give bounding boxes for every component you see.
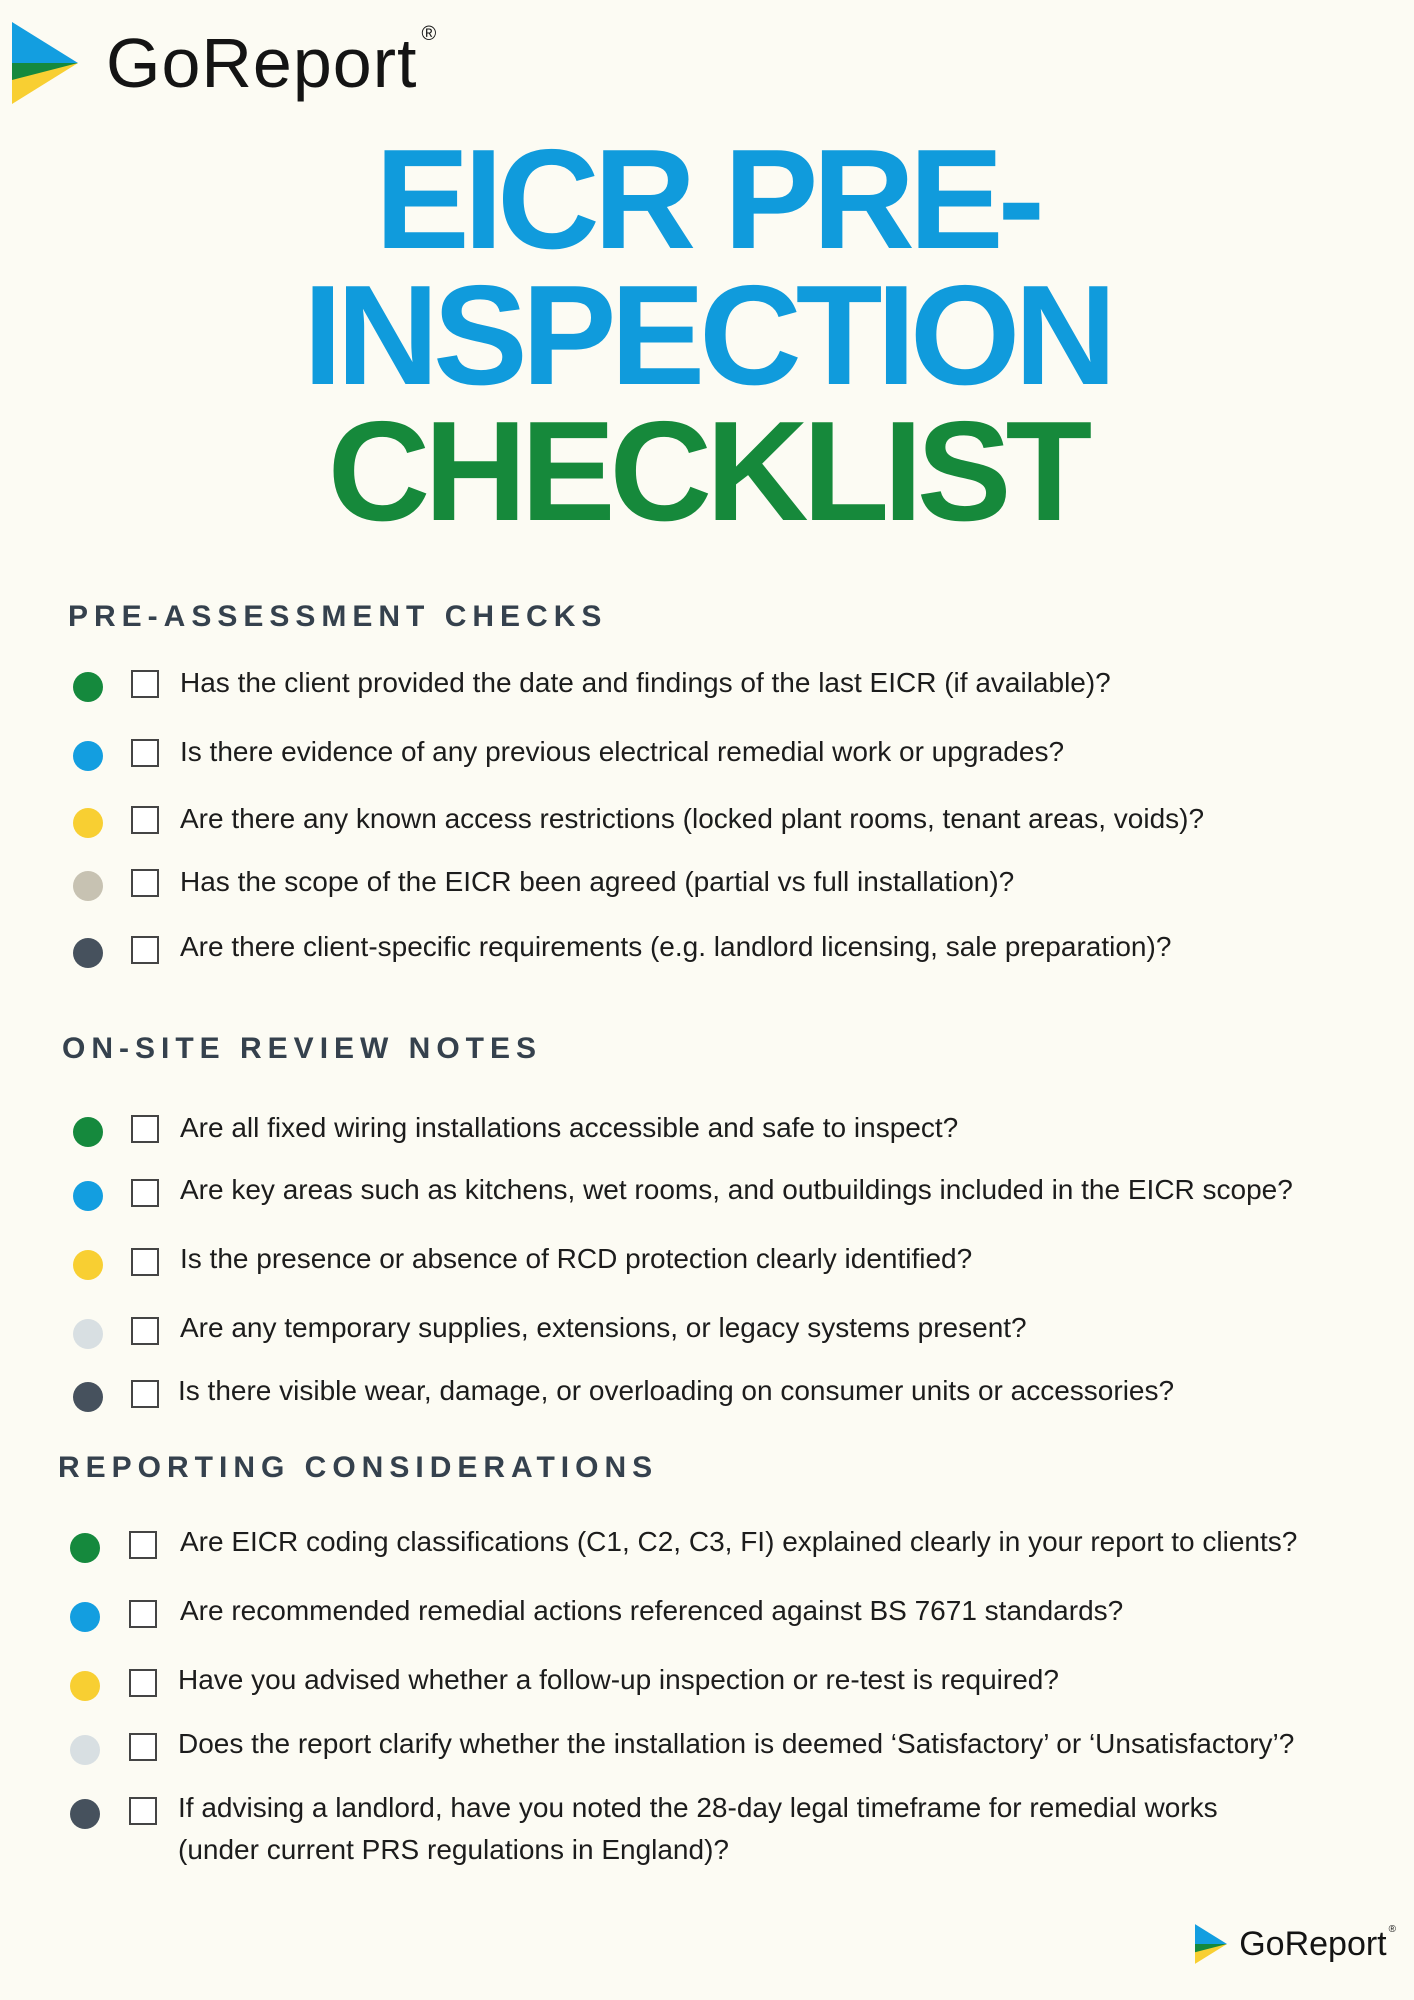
blue-dot-icon — [73, 741, 103, 771]
light-gray-dot-icon — [73, 1319, 103, 1349]
checkbox[interactable] — [131, 1115, 159, 1143]
goreport-logo-icon — [1195, 1924, 1227, 1964]
item-text: Are any temporary supplies, extensions, or legacy systems present? — [180, 1312, 1027, 1343]
checkbox[interactable] — [131, 739, 159, 767]
green-dot-icon — [70, 1533, 100, 1563]
yellow-dot-icon — [70, 1671, 100, 1701]
item-text: Are all fixed wiring installations accessible and safe to inspect? — [180, 1112, 959, 1143]
page-title — [0, 120, 1414, 551]
item-text-continued: (under current PRS regulations in England)? — [178, 1834, 729, 1865]
item-text: Is there evidence of any previous electrical remedial work or upgrades? — [180, 736, 1065, 767]
footer-logo — [1195, 1924, 1396, 1964]
section-heading-reporting: REPORTING CONSIDERATIONS — [58, 1451, 659, 1484]
green-dot-icon — [73, 672, 103, 702]
green-dot-icon — [73, 1117, 103, 1147]
checkbox[interactable] — [131, 1317, 159, 1345]
brand-name: GoReport ® — [106, 23, 438, 102]
item-text: Are key areas such as kitchens, wet rooms, and outbuildings included in the EICR scope? — [180, 1174, 1293, 1205]
checkbox[interactable] — [131, 1179, 159, 1207]
checkbox[interactable] — [131, 1248, 159, 1276]
brand-name: GoReport ® — [1239, 1924, 1396, 1963]
checkbox[interactable] — [131, 1380, 159, 1408]
checkbox[interactable] — [129, 1797, 157, 1825]
item-text: Are there any known access restrictions (locked plant rooms, tenant areas, voids)? — [180, 803, 1205, 834]
light-gray-dot-icon — [70, 1735, 100, 1765]
checkbox[interactable] — [129, 1531, 157, 1559]
yellow-dot-icon — [73, 1250, 103, 1280]
dark-dot-icon — [73, 1382, 103, 1412]
blue-dot-icon — [73, 1181, 103, 1211]
brand-logo — [12, 22, 437, 104]
item-text: Are EICR coding classifications (C1, C2, C3, FI) explained clearly in your report to clients? — [180, 1526, 1298, 1557]
yellow-dot-icon — [73, 808, 103, 838]
section-heading-on-site-review: ON-SITE REVIEW NOTES — [62, 1032, 543, 1065]
item-text: If advising a landlord, have you noted the 28-day legal timeframe for remedial works — [178, 1792, 1218, 1823]
item-text: Is there visible wear, damage, or overloading on consumer units or accessories? — [178, 1375, 1175, 1406]
checkbox[interactable] — [131, 869, 159, 897]
title-line-2: INSPECTION — [303, 256, 1111, 415]
checkbox[interactable] — [131, 670, 159, 698]
item-text: Have you advised whether a follow-up inspection or re-test is required? — [178, 1664, 1059, 1695]
beige-dot-icon — [73, 871, 103, 901]
title-line-1: EICR PRE- — [375, 120, 1039, 279]
checkbox[interactable] — [131, 936, 159, 964]
checkbox[interactable] — [129, 1600, 157, 1628]
item-text: Does the report clarify whether the installation is deemed ‘Satisfactory’ or ‘Unsatisfactory’? — [178, 1728, 1295, 1759]
section-heading-pre-assessment: PRE-ASSESSMENT CHECKS — [68, 600, 608, 633]
item-text: Are recommended remedial actions referenced against BS 7671 standards? — [180, 1595, 1124, 1626]
item-text: Has the client provided the date and findings of the last EICR (if available)? — [180, 667, 1111, 698]
blue-dot-icon — [70, 1602, 100, 1632]
item-text: Has the scope of the EICR been agreed (partial vs full installation)? — [180, 866, 1015, 897]
dark-dot-icon — [73, 938, 103, 968]
title-line-3: CHECKLIST — [327, 392, 1087, 551]
checkbox[interactable] — [129, 1733, 157, 1761]
checkbox[interactable] — [129, 1669, 157, 1697]
goreport-logo-icon — [12, 22, 78, 104]
checkbox[interactable] — [131, 806, 159, 834]
dark-dot-icon — [70, 1799, 100, 1829]
item-text: Are there client-specific requirements (e.g. landlord licensing, sale preparation)? — [180, 931, 1172, 962]
item-text: Is the presence or absence of RCD protection clearly identified? — [180, 1243, 973, 1274]
